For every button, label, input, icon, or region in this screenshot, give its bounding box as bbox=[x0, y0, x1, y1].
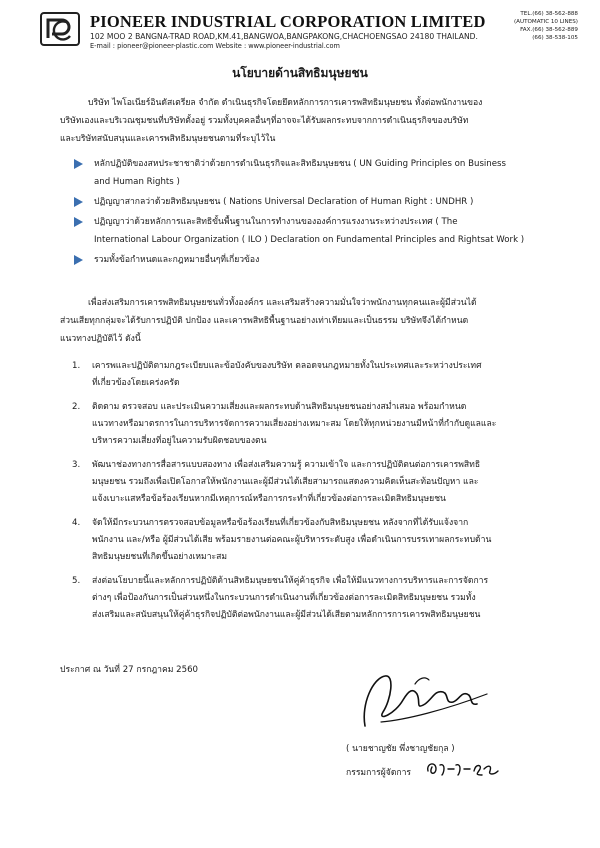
item-text: มนุษยชน รวมถึงเพื่อเปิดโอกาสให้พนักงานและผู้มีส่วนได้เสียสามารถแสดงความคิดเห็นสะท้อนปัญหา และ bbox=[92, 477, 479, 487]
bullet-text: ปฏิญญาว่าด้วยหลักการและสิทธิขั้นพื้นฐานในการทำงานขององค์การแรงงานระหว่างประเทศ ( The bbox=[94, 217, 458, 227]
item-text: แนวทางหรือมาตรการในการบริหารจัดการความเสี่ยงอย่างเหมาะสม โดยให้ทุกหน่วยงานมีหน้าที่กำกับดูแลและ bbox=[92, 419, 497, 429]
intro-line: บริษัทเองและบริเวณชุมชนที่บริษัทตั้งอยู่ รวมทั้งบุคคลอื่นๆที่อาจจะได้รับผลกระทบจากการดำเนินธุรกิจของบริษัท bbox=[60, 116, 469, 126]
fax-number-2: (66) 38-538-105 bbox=[532, 35, 578, 41]
list-item bbox=[74, 213, 558, 249]
document-title: นโยบายด้านสิทธิมนุษยชน bbox=[232, 66, 368, 80]
handwritten-signature bbox=[355, 664, 495, 734]
item-text: เคารพและปฏิบัติตามกฎระเบียบและข้อบังคับของบริษัท ตลอดจนกฎหมายทั้งในประเทศและระหว่างประเทศ bbox=[92, 361, 482, 371]
item-number: 1. bbox=[72, 361, 81, 371]
bullet-text: International Labour Organization ( ILO ) Declaration on Fundamental Principles and Rightsat Work ) bbox=[94, 235, 525, 245]
list-item bbox=[72, 573, 558, 624]
signer-name: ( นายชาญชัย พึ่งชาญชัยกุล ) bbox=[346, 744, 455, 754]
phone-fax-block bbox=[514, 10, 578, 42]
arrow-bullet-icon bbox=[74, 159, 83, 169]
item-text: แจ้งเบาะแสหรือข้อร้องเรียนหากมีเหตุการณ์หรือการกระทำที่เกี่ยวข้องต่อการละเมิดสิทธิมนุษยชน bbox=[92, 494, 446, 504]
bullet-text: รวมทั้งข้อกำหนดและกฎหมายอื่นๆที่เกี่ยวข้อง bbox=[94, 255, 260, 265]
item-text: สิทธิมนุษยชนที่เกิดขึ้นอย่างเหมาะสม bbox=[92, 552, 228, 562]
arrow-bullet-icon bbox=[74, 217, 83, 227]
arrow-bullet-icon bbox=[74, 255, 83, 265]
list-item bbox=[72, 399, 558, 450]
company-name: PIONEER INDUSTRIAL CORPORATION LIMITED bbox=[90, 12, 486, 31]
guideline-list bbox=[72, 358, 558, 631]
bullet-text: ปฏิญญาสากลว่าด้วยสิทธิมนุษยชน ( Nations Universal Declaration of Human Right : UNDHR ) bbox=[94, 197, 474, 207]
guideline-intro-paragraph bbox=[60, 294, 558, 348]
item-text: ส่งเสริมและสนับสนุนให้คู่ค้าธุรกิจปฏิบัติต่อพนักงานและผู้มีส่วนได้เสียตามหลักการการเคารพสิทธิมนุษยชน bbox=[92, 610, 481, 620]
list-item bbox=[74, 193, 558, 211]
list-item bbox=[74, 155, 558, 191]
item-number: 3. bbox=[72, 460, 81, 470]
intro-paragraph bbox=[60, 94, 558, 148]
item-number: 4. bbox=[72, 518, 81, 528]
list-item bbox=[74, 251, 558, 269]
item-text: ติดตาม ตรวจสอบ และประเมินความเสี่ยงและผลกระทบด้านสิทธิมนุษยชนอย่างสม่ำเสมอ พร้อมกำหนด bbox=[92, 402, 467, 412]
reference-list bbox=[74, 155, 558, 271]
tel-note: (AUTOMATIC 10 LINES) bbox=[513, 19, 578, 25]
item-text: จัดให้มีกระบวนการตรวจสอบข้อมูลหรือข้อร้องเรียนที่เกี่ยวข้องกับสิทธิมนุษยชน หลังจากที่ได้รับแจ้งจาก bbox=[92, 518, 469, 528]
item-text: ส่งต่อนโยบายนี้และหลักการปฏิบัติด้านสิทธิมนุษยชนให้คู่ค้าธุรกิจ เพื่อให้มีแนวทางการบริหารและการจัดการ bbox=[92, 576, 489, 586]
arrow-bullet-icon bbox=[74, 197, 83, 207]
paragraph-line: แนวทางปฏิบัติไว้ ดังนี้ bbox=[60, 334, 141, 344]
company-address: 102 MOO 2 BANGNA-TRAD ROAD,KM.41,BANGWOA,BANGPAKONG,CHACHOENGSAO 24180 THAILAND. bbox=[90, 32, 478, 41]
fax-number: FAX.(66) 38-562-889 bbox=[520, 27, 578, 33]
item-text: พัฒนาช่องทางการสื่อสารแบบสองทาง เพื่อส่งเสริมความรู้ ความเข้าใจ และการปฏิบัติตนต่อการเคารพสิทธิ bbox=[92, 460, 481, 470]
paragraph-line: ส่วนเสียทุกกลุ่มจะได้รับการปฏิบัติ ปกป้อง และเคารพสิทธิพื้นฐานอย่างเท่าเทียมและเป็นธรรม บริษัทจึงได้กำหนด bbox=[60, 316, 469, 326]
intro-line: และบริษัทสนับสนุนและเคารพสิทธิมนุษยชนตามที่ระบุไว้ใน bbox=[60, 134, 276, 144]
item-text: พนักงาน และ/หรือ ผู้มีส่วนได้เสีย พร้อมรายงานต่อคณะผู้บริหารระดับสูง เพื่อดำเนินการบรรเทาผลกระทบด้าน bbox=[92, 535, 492, 545]
signer-title: กรรมการผู้จัดการ bbox=[346, 768, 412, 778]
bullet-text: หลักปฏิบัติของสหประชาชาติว่าด้วยการดำเนินธุรกิจและสิทธิมนุษยชน ( UN Guiding Principles on Business bbox=[94, 159, 506, 169]
bullet-text: and Human Rights ) bbox=[94, 177, 180, 187]
intro-line: บริษัท ไพโอเนียร์อินดัสเตรียล จำกัด ดำเนินธุรกิจโดยยึดหลักการการเคารพสิทธิมนุษยชน ทั้งต่อพนักงานของ bbox=[88, 98, 483, 108]
list-item bbox=[72, 515, 558, 566]
list-item bbox=[72, 457, 558, 508]
item-text: ที่เกี่ยวข้องโดยเคร่งครัด bbox=[92, 378, 180, 388]
tel-number: TEL.(66) 38-562-888 bbox=[520, 11, 578, 17]
paragraph-line: เพื่อส่งเสริมการเคารพสิทธิมนุษยชนทั่วทั้งองค์กร และเสริมสร้างความมั่นใจว่าพนักงานทุกคนและผู้มีส่วนได้ bbox=[88, 298, 477, 308]
list-item bbox=[72, 358, 558, 392]
company-logo bbox=[40, 12, 80, 46]
handwritten-date bbox=[424, 755, 504, 779]
item-text: ต่างๆ เพื่อป้องกันการเป็นส่วนหนึ่งในกระบวนการดำเนินงานที่เกี่ยวข้องต่อการละเมิดสิทธิมนุษยชน รวมทั้ง bbox=[92, 593, 476, 603]
company-web-contact: E-mail : pioneer@pioneer-plastic.com Website : www.pioneer-industrial.com bbox=[90, 42, 340, 50]
announcement-date: ประกาศ ณ วันที่ 27 กรกฎาคม 2560 bbox=[60, 665, 199, 675]
item-number: 2. bbox=[72, 402, 81, 412]
item-number: 5. bbox=[72, 576, 81, 586]
letterhead bbox=[40, 8, 578, 54]
item-text: บริหารความเสี่ยงที่อยู่ในความรับผิดชอบของตน bbox=[92, 436, 267, 446]
